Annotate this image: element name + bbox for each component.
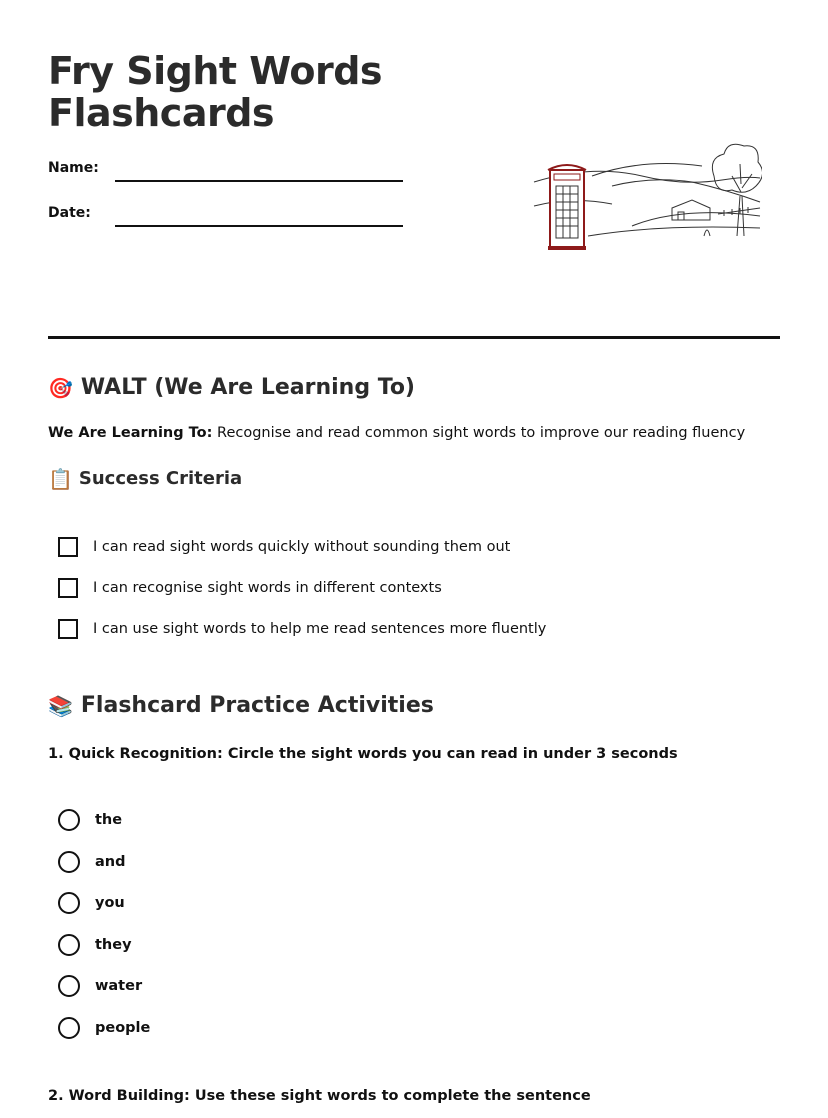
criteria-item: I can recognise sight words in different contexts (58, 578, 442, 598)
page-title (48, 50, 382, 134)
word-option: you (58, 892, 125, 914)
word-radio[interactable] (58, 892, 80, 914)
success-criteria-heading: 📋 Success Criteria (48, 466, 243, 491)
phone-box-landscape-illustration (532, 136, 762, 256)
criteria-checkbox[interactable] (58, 619, 78, 639)
word-radio[interactable] (58, 934, 80, 956)
word-radio[interactable] (58, 809, 80, 831)
criteria-checkbox[interactable] (58, 578, 78, 598)
clipboard-icon: 📋 (48, 466, 73, 491)
word-option: water (58, 975, 142, 997)
word-option: people (58, 1017, 150, 1039)
date-line[interactable] (115, 225, 403, 227)
walt-lead: We Are Learning To: (48, 425, 213, 441)
target-icon: 🎯 (48, 375, 73, 400)
name-label: Name: (48, 160, 99, 176)
question-2: 2. Word Building: Use these sight words to complete the sentence (48, 1088, 591, 1104)
walt-heading: 🎯 WALT (We Are Learning To) (48, 375, 415, 400)
title-line-2: Flashcards (48, 91, 275, 135)
question-1: 1. Quick Recognition: Circle the sight words you can read in under 3 seconds (48, 746, 678, 762)
title-line-1: Fry Sight Words (48, 49, 383, 93)
date-label: Date: (48, 205, 91, 221)
word-radio[interactable] (58, 1017, 80, 1039)
activities-heading: 📚 Flashcard Practice Activities (48, 693, 434, 718)
criteria-item: I can read sight words quickly without sounding them out (58, 537, 510, 557)
section-divider (48, 336, 780, 339)
books-icon: 📚 (48, 693, 73, 718)
walt-statement (48, 425, 745, 441)
word-option: the (58, 809, 122, 831)
word-radio[interactable] (58, 975, 80, 997)
word-option: they (58, 934, 132, 956)
word-option: and (58, 851, 126, 873)
walt-text: Recognise and read common sight words to improve our reading fluency (212, 425, 746, 441)
criteria-checkbox[interactable] (58, 537, 78, 557)
name-line[interactable] (115, 180, 403, 182)
word-radio[interactable] (58, 851, 80, 873)
criteria-item: I can use sight words to help me read sentences more fluently (58, 619, 546, 639)
